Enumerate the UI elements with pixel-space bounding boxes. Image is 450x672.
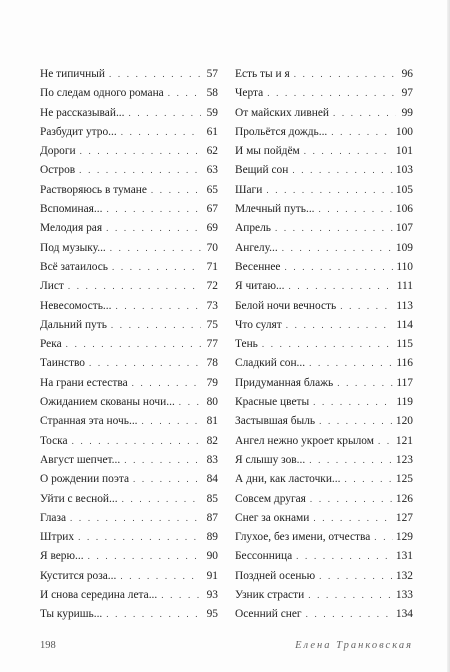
- toc-entry-page: 126: [395, 492, 413, 505]
- toc-entry-title: Застывшая быль: [235, 415, 316, 428]
- dot-leader: [313, 393, 393, 412]
- toc-entry: [40, 297, 218, 316]
- toc-entry-page: 115: [396, 338, 413, 351]
- toc-entry-page: 91: [206, 569, 218, 582]
- toc-entry-title: Осенний снег: [235, 608, 302, 621]
- dot-leader: [66, 335, 201, 354]
- toc-entry-page: 131: [395, 550, 413, 563]
- toc-entry-page: 121: [395, 434, 413, 447]
- toc-entry-page: 61: [206, 125, 218, 138]
- toc-entry-page: 120: [395, 415, 413, 428]
- toc-entry: [40, 567, 218, 586]
- dot-leader: [267, 84, 396, 103]
- toc-entry-page: 93: [206, 589, 218, 602]
- dot-leader: [286, 316, 394, 335]
- toc-entry: [235, 451, 413, 470]
- toc-entry-page: 71: [206, 260, 218, 273]
- toc-entry: [40, 181, 218, 200]
- toc-entry-title: Совсем другая: [235, 492, 306, 505]
- toc-entry-title: Красные цветы: [235, 396, 310, 409]
- toc-entry-page: 101: [395, 145, 413, 158]
- toc-entry: [235, 239, 413, 258]
- toc-entry-title: А дни, как ласточки...: [235, 473, 341, 486]
- toc-entry-title: Ангелу...: [235, 241, 278, 254]
- toc-entry: [235, 335, 413, 354]
- toc-entry-page: 123: [395, 453, 413, 466]
- toc-entry-title: Прольётся дождь...: [235, 125, 328, 138]
- toc-entry: [235, 528, 413, 547]
- dot-leader: [282, 239, 393, 258]
- author-name: Елена Транковская: [295, 640, 413, 651]
- toc-entry-title: Сладкий сон...: [235, 357, 306, 370]
- toc-entry: [40, 316, 218, 335]
- toc-entry-page: 58: [206, 87, 218, 100]
- toc-entry: [235, 123, 413, 142]
- dot-leader: [374, 528, 393, 547]
- dot-leader: [304, 142, 393, 161]
- toc-entry-page: 106: [395, 203, 413, 216]
- toc-entry-page: 107: [395, 222, 413, 235]
- toc-entry-page: 134: [395, 608, 413, 621]
- toc-entry-title: Поздней осенью: [235, 569, 316, 582]
- toc-entry: [40, 200, 218, 219]
- dot-leader: [88, 547, 201, 566]
- toc-entry-title: Ангел нежно укроет крылом: [235, 434, 374, 447]
- toc-entry: [40, 547, 218, 566]
- dot-leader: [289, 277, 394, 296]
- toc-entry: [40, 605, 218, 624]
- toc-entry-page: 89: [206, 531, 218, 544]
- dot-leader: [309, 354, 393, 373]
- dot-leader: [78, 528, 201, 547]
- toc-entry-title: Белой ночи вечность: [235, 299, 337, 312]
- toc-entry: [235, 316, 413, 335]
- toc-entry-title: Уйти с весной...: [40, 492, 118, 505]
- dot-leader: [106, 605, 201, 624]
- dot-leader: [106, 200, 201, 219]
- dot-leader: [319, 200, 393, 219]
- toc-entry: [235, 393, 413, 412]
- toc-entry: [235, 219, 413, 238]
- dot-leader: [337, 374, 393, 393]
- toc-entry-title: Под музыку...: [40, 241, 106, 254]
- toc-entry-page: 82: [206, 434, 218, 447]
- toc-entry-page: 97: [401, 87, 413, 100]
- toc-entry-page: 78: [206, 357, 218, 370]
- toc-entry-title: Река: [40, 338, 62, 351]
- toc-entry-page: 62: [206, 145, 218, 158]
- dot-leader: [89, 354, 201, 373]
- toc-entry: [40, 374, 218, 393]
- toc-entry-title: И снова середина лета...: [40, 589, 158, 602]
- toc-entry: [235, 354, 413, 373]
- dot-leader: [292, 161, 393, 180]
- toc-entry-page: 96: [401, 68, 413, 80]
- toc-entry-page: 105: [395, 183, 413, 196]
- toc-entry-title: Растворяюсь в тумане: [40, 183, 147, 196]
- dot-leader: [179, 393, 201, 412]
- toc-entry-page: 119: [396, 396, 413, 409]
- toc-entry-page: 57: [206, 68, 218, 80]
- toc-column-right: [235, 65, 413, 625]
- toc-entry-title: Дороги: [40, 145, 76, 158]
- dot-leader: [310, 490, 393, 509]
- dot-leader: [106, 219, 201, 238]
- toc-entry-page: 100: [395, 125, 413, 138]
- toc-entry-page: 67: [206, 203, 218, 216]
- toc-entry-page: 81: [206, 415, 218, 428]
- toc-entry-title: Апрель: [235, 222, 271, 235]
- toc-entry-page: 99: [401, 106, 413, 119]
- toc-entry-title: По следам одного романа: [40, 87, 164, 100]
- dot-leader: [79, 161, 201, 180]
- dot-leader: [294, 65, 396, 84]
- toc-entry-title: Невесомость...: [40, 299, 112, 312]
- toc-entry: [235, 258, 413, 277]
- toc-entry-title: Млечный путь...: [235, 203, 315, 216]
- dot-leader: [266, 181, 393, 200]
- toc-entry: [40, 393, 218, 412]
- toc-entry-page: 84: [206, 473, 218, 486]
- toc-entry: [235, 200, 413, 219]
- dot-leader: [340, 297, 393, 316]
- toc-entry-title: Ожиданием скованы ночи...: [40, 396, 175, 409]
- dot-leader: [313, 509, 393, 528]
- dot-leader: [110, 239, 201, 258]
- toc-entry-title: От майских ливней: [235, 106, 329, 119]
- toc-entry: [40, 586, 218, 605]
- toc-entry-page: 87: [206, 511, 218, 524]
- toc-entry-page: 77: [206, 338, 218, 351]
- dot-leader: [111, 316, 201, 335]
- dot-leader: [308, 586, 393, 605]
- toc-entry: [40, 65, 218, 84]
- toc-entry-page: 63: [206, 164, 218, 177]
- toc-entry-title: Вспоминая...: [40, 203, 103, 216]
- dot-leader: [124, 451, 201, 470]
- dot-leader: [378, 432, 393, 451]
- toc-entry-title: Штрих: [40, 531, 75, 544]
- toc-entry: [235, 65, 413, 84]
- dot-leader: [309, 451, 393, 470]
- toc-entry: [40, 509, 218, 528]
- toc-entry-title: Август шепчет...: [40, 453, 121, 466]
- toc-entry-title: Лист: [40, 280, 64, 293]
- dot-leader: [120, 567, 201, 586]
- toc-entry-page: 116: [396, 357, 413, 370]
- dot-leader: [168, 84, 201, 103]
- toc-entry: [40, 412, 218, 431]
- toc-column-left: [40, 65, 218, 625]
- dot-leader: [319, 412, 393, 431]
- toc-entry: [235, 586, 413, 605]
- toc-entry-title: Глухое, без имени, отчества: [235, 531, 371, 544]
- dot-leader: [333, 104, 396, 123]
- toc-entry-title: Всё затаилось: [40, 260, 108, 273]
- toc-entry: [235, 277, 413, 296]
- toc-entry-page: 73: [206, 299, 218, 312]
- toc-entry-title: Шаги: [235, 183, 263, 196]
- toc-entry-title: Дальний путь: [40, 318, 107, 331]
- toc-entry: [235, 509, 413, 528]
- toc-entry-page: 129: [395, 531, 413, 544]
- toc-entry: [235, 412, 413, 431]
- toc-entry-title: Ты куришь...: [40, 608, 103, 621]
- toc-entry-page: 83: [206, 453, 218, 466]
- toc-entry-title: Я слышу зов...: [235, 453, 306, 466]
- toc-entry-title: И мы пойдём: [235, 145, 300, 158]
- dot-leader: [121, 123, 201, 142]
- toc-entry-title: Бессонница: [235, 550, 293, 563]
- toc-entry: [235, 547, 413, 566]
- toc-entry-title: На грани естества: [40, 376, 128, 389]
- dot-leader: [115, 297, 201, 316]
- dot-leader: [68, 277, 201, 296]
- dot-leader: [70, 509, 201, 528]
- toc-entry-page: 75: [206, 318, 218, 331]
- toc-entry-title: Узник страсти: [235, 589, 305, 602]
- toc-entry-page: 85: [206, 492, 218, 505]
- dot-leader: [331, 123, 393, 142]
- dot-leader: [112, 258, 201, 277]
- dot-leader: [132, 374, 201, 393]
- toc-entry: [40, 432, 218, 451]
- toc-entry: [235, 84, 413, 103]
- toc-entry: [235, 297, 413, 316]
- dot-leader: [151, 181, 201, 200]
- toc-entry-page: 127: [395, 511, 413, 524]
- dot-leader: [275, 219, 393, 238]
- toc-entry-title: Я читаю...: [235, 280, 285, 293]
- dot-leader: [285, 258, 394, 277]
- toc-entry-page: 59: [206, 106, 218, 119]
- toc-entry-title: Глаза: [40, 511, 67, 524]
- toc-entry: [235, 567, 413, 586]
- toc-entry: [40, 161, 218, 180]
- toc-entry-page: 65: [206, 183, 218, 196]
- toc-entry-title: Кустится роза...: [40, 569, 117, 582]
- toc-entry-page: 79: [206, 376, 218, 389]
- dot-leader: [122, 490, 201, 509]
- toc-entry: [40, 528, 218, 547]
- toc-entry-title: Вещий сон: [235, 164, 289, 177]
- toc-entry-title: Тоска: [40, 434, 68, 447]
- toc-entry: [40, 84, 218, 103]
- toc-entry-page: 103: [395, 164, 413, 177]
- toc-entry-title: Что сулят: [235, 318, 282, 331]
- toc-entry-title: Придуманная блажь: [235, 376, 334, 389]
- toc-entry-title: Тень: [235, 338, 258, 351]
- toc-entry: [235, 374, 413, 393]
- toc-entry: [40, 470, 218, 489]
- toc-entry-title: Разбудит утро...: [40, 125, 117, 138]
- toc-entry-page: 110: [396, 260, 413, 273]
- toc-entry-title: О рождении поэта: [40, 473, 130, 486]
- toc-entry: [40, 277, 218, 296]
- toc-entry: [235, 470, 413, 489]
- toc-entry-page: 133: [395, 589, 413, 602]
- toc-entry-page: 117: [396, 376, 413, 389]
- toc-entry-title: Остров: [40, 164, 76, 177]
- toc-entry-page: 80: [206, 396, 218, 409]
- toc-entry-title: Весеннее: [235, 260, 281, 273]
- toc-entry-title: Снег за окнами: [235, 511, 310, 524]
- toc-entry: [40, 219, 218, 238]
- toc-entry: [235, 142, 413, 161]
- toc-entry-page: 72: [206, 280, 218, 293]
- toc-entry: [235, 161, 413, 180]
- toc-entry-title: Есть ты и я: [235, 68, 290, 80]
- toc-entry: [40, 354, 218, 373]
- toc-entry: [40, 490, 218, 509]
- dot-leader: [80, 142, 201, 161]
- toc-entry: [40, 104, 218, 123]
- toc-entry-page: 69: [206, 222, 218, 235]
- toc-entry: [40, 451, 218, 470]
- dot-leader: [109, 65, 201, 84]
- dot-leader: [72, 432, 201, 451]
- toc-entry-page: 111: [396, 280, 413, 293]
- toc-entry: [235, 104, 413, 123]
- toc-entry-page: 90: [206, 550, 218, 563]
- dot-leader: [296, 547, 393, 566]
- toc-entry: [235, 605, 413, 624]
- toc-entry: [40, 335, 218, 354]
- dot-leader: [344, 470, 392, 489]
- dot-leader: [262, 335, 393, 354]
- toc-entry: [235, 181, 413, 200]
- toc-entry-page: 70: [206, 241, 218, 254]
- dot-leader: [128, 104, 201, 123]
- toc-entry-page: 113: [396, 299, 413, 312]
- toc-entry: [235, 432, 413, 451]
- toc-entry: [235, 490, 413, 509]
- dot-leader: [306, 605, 393, 624]
- toc-entry-page: 114: [396, 318, 413, 331]
- dot-leader: [142, 412, 201, 431]
- toc-entry: [40, 239, 218, 258]
- toc-entry-title: Черта: [235, 87, 264, 100]
- toc-entry-page: 109: [395, 241, 413, 254]
- toc-entry-page: 125: [395, 473, 413, 486]
- dot-leader: [133, 470, 201, 489]
- toc-entry-title: Мелодия рая: [40, 222, 103, 235]
- toc-entry: [40, 258, 218, 277]
- page-number: 198: [40, 640, 56, 651]
- toc-entry-page: 132: [395, 569, 413, 582]
- toc-entry-title: Не типичный: [40, 68, 105, 80]
- dot-leader: [319, 567, 393, 586]
- toc-entry-title: Таинство: [40, 357, 85, 370]
- toc-entry-title: Я верю...: [40, 550, 84, 563]
- toc-entry: [40, 142, 218, 161]
- toc-entry-title: Странная эта ночь...: [40, 415, 138, 428]
- toc-entry-title: Не рассказывай...: [40, 106, 125, 119]
- toc-entry: [40, 123, 218, 142]
- toc-entry-page: 95: [206, 608, 218, 621]
- dot-leader: [161, 586, 201, 605]
